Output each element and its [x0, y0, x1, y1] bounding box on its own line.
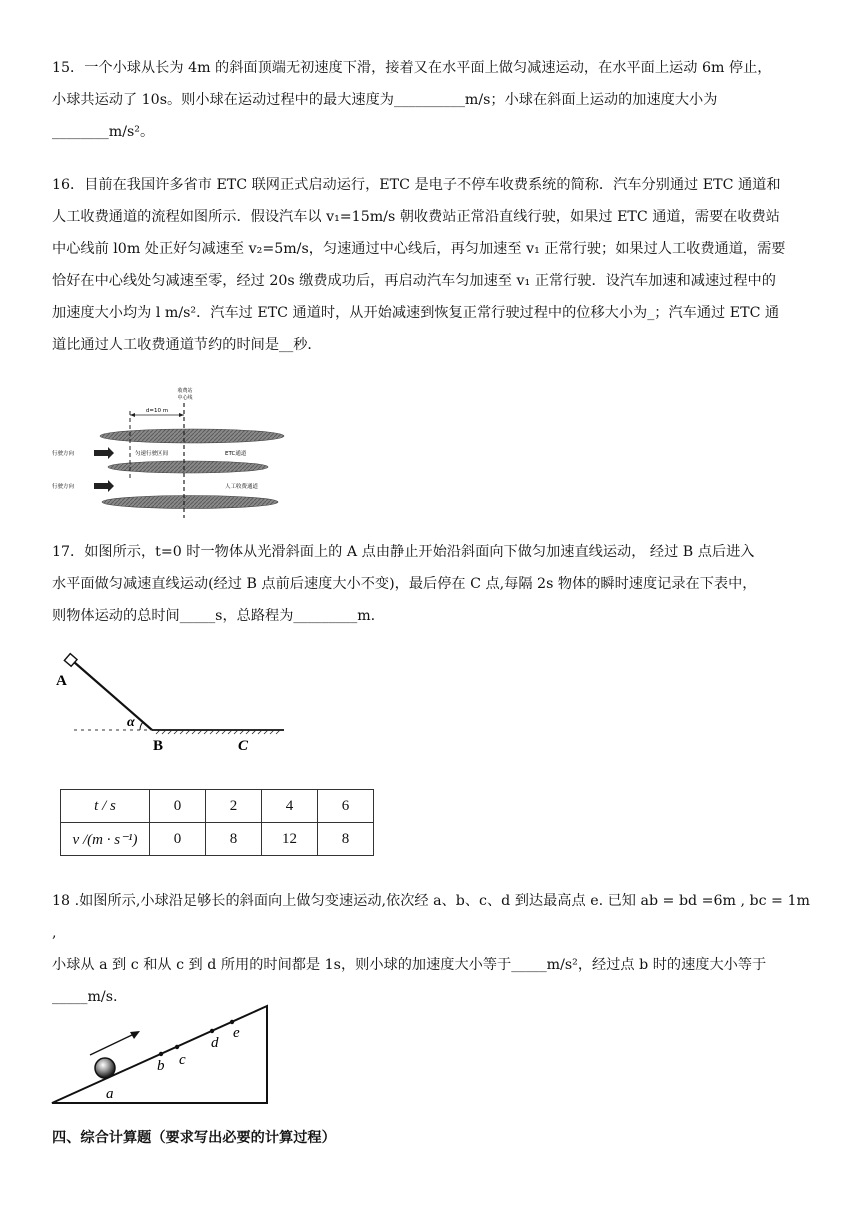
table-cell: 6: [318, 790, 374, 823]
table-row-time: [61, 790, 374, 823]
table-cell: 8: [318, 823, 374, 856]
d-arrow-right: [179, 413, 184, 417]
q18-line-2: 小球从 a 到 c 和从 c 到 d 所用的时间都是 1s，则小球的加速度大小等于_____m/s²，经过点 b 时的速度大小等于: [52, 957, 767, 973]
label-b: B: [153, 738, 164, 754]
table-header-time: t / s: [61, 790, 150, 823]
velocity-table: [60, 789, 374, 856]
toll-center-label-1: 收费站: [177, 388, 193, 394]
q17-line-1: 17．如图所示，t=0 时一物体从光滑斜面上的 A 点由静止开始沿斜面向下做匀加速直线运动， 经过 B 点后进入: [52, 544, 755, 560]
motion-arrow-shaft: [90, 1034, 134, 1055]
ball-slope-figure: [50, 1000, 275, 1110]
angle-arc: [140, 722, 143, 730]
q16-line-3: 中心线前 l0m 处正好匀减速至 v₂=5m/s，匀速通过中心线后，再匀加速至 v₁ 正常行驶；如果过人工收费通道，需要: [52, 241, 786, 257]
etc-toll-diagram: [50, 385, 295, 520]
constant-speed-zone-label: 匀速行驶区间: [135, 451, 169, 457]
label-d: d: [211, 1035, 219, 1051]
lane-divider-bottom: [102, 496, 278, 509]
point-e-dot: [230, 1020, 234, 1024]
q18-line-1: 18 .如图所示,小球沿足够长的斜面向上做匀变速运动,依次经 a、b、c、d 到达最高点 e. 已知 ab = bd =6m , bc = 1m ,: [52, 893, 810, 941]
label-e: e: [233, 1025, 240, 1041]
q17-line-3: 则物体运动的总时间_____s，总路程为_________m.: [52, 608, 376, 624]
lane-divider-top: [100, 429, 284, 443]
q18-line-3: _____m/s.: [52, 989, 118, 1005]
label-a: a: [106, 1086, 114, 1102]
table-row-velocity: [61, 823, 374, 856]
question-15: [52, 52, 812, 148]
table-cell: 0: [150, 790, 206, 823]
ball: [95, 1058, 115, 1078]
etc-lane-label: ETC通道: [225, 451, 247, 457]
direction-arrow-2: [94, 480, 114, 492]
table-cell: 2: [206, 790, 262, 823]
q15-line-1: 15．一个小球从长为 4m 的斜面顶端无初速度下滑，接着又在水平面上做匀减速运动，在水平面上运动 6m 停止，: [52, 60, 772, 76]
table-cell: 0: [150, 823, 206, 856]
question-18: [52, 885, 812, 1013]
q16-line-4: 恰好在中心线处匀减速至零，经过 20s 缴费成功后，再启动汽车匀加速至 v₁ 正常行驶．设汽车加速和减速过程中的: [52, 273, 776, 289]
label-alpha: α: [127, 715, 135, 730]
table-cell: 4: [262, 790, 318, 823]
table-cell: 8: [206, 823, 262, 856]
q16-line-1: 16．目前在我国许多省市 ETC 联网正式启动运行，ETC 是电子不停车收费系统的简称．汽车分别通过 ETC 通道和: [52, 177, 781, 193]
table-cell: 12: [262, 823, 318, 856]
lane-divider-middle: [108, 461, 268, 473]
point-b-dot: [159, 1052, 163, 1056]
label-b: b: [157, 1058, 165, 1074]
point-c-dot: [175, 1045, 179, 1049]
q17-line-2: 水平面做匀减速直线运动(经过 B 点前后速度大小不变)，最后停在 C 点,每隔 2s 物体的瞬时速度记录在下表中，: [52, 576, 757, 592]
manual-lane-label: 人工收费通道: [225, 484, 259, 490]
direction-label-2: 行驶方向: [52, 484, 75, 490]
toll-center-label-2: 中心线: [177, 395, 193, 401]
direction-label-1: 行驶方向: [52, 451, 75, 457]
q15-line-2: 小球共运动了 10s。则小球在运动过程中的最大速度为__________m/s；小球在斜面上运动的加速度大小为: [52, 92, 718, 108]
section-4-heading: 四、综合计算题（要求写出必要的计算过程）: [52, 1130, 336, 1146]
q15-line-3: ________m/s²。: [52, 124, 155, 140]
label-c: c: [179, 1052, 186, 1068]
label-c: C: [238, 738, 249, 754]
table-header-velocity: v /(m · s⁻¹): [61, 823, 150, 856]
d-arrow-left: [130, 413, 135, 417]
question-16: [52, 169, 812, 361]
d-distance-label: d=10 m: [145, 408, 169, 414]
q16-line-6: 道比通过人工收费通道节约的时间是__秒．: [52, 337, 322, 353]
incline-abc-figure: [52, 650, 292, 760]
label-a: A: [56, 673, 67, 689]
point-d-dot: [210, 1029, 214, 1033]
question-17: [52, 536, 812, 632]
incline-surface: [74, 662, 152, 730]
q16-line-2: 人工收费通道的流程如图所示．假设汽车以 v₁=15m/s 朝收费站正常沿直线行驶，如果过 ETC 通道，需要在收费站: [52, 209, 780, 225]
direction-arrow-1: [94, 447, 114, 459]
q16-line-5: 加速度大小均为 l m/s²．汽车过 ETC 通道时，从开始减速到恢复正常行驶过程中的位移大小为_；汽车通过 ETC 通: [52, 305, 780, 321]
